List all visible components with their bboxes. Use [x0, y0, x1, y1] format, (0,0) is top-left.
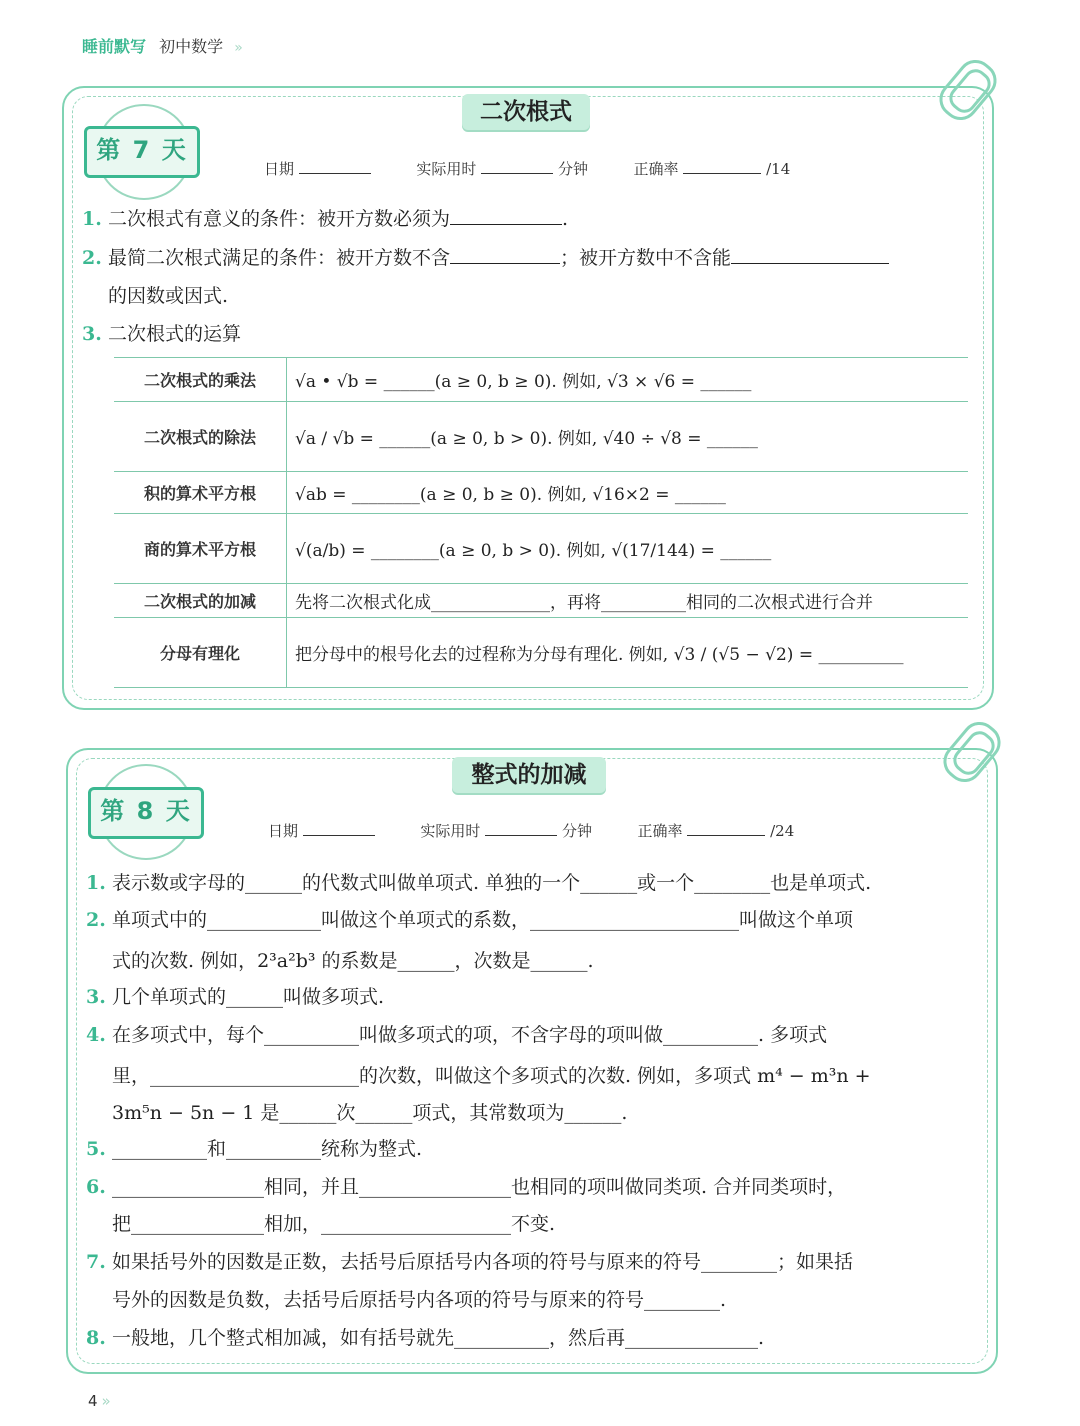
page-footer — [88, 1392, 111, 1410]
table-row: 二次根式的乘法 √a • √b = ______(a ≥ 0, b ≥ 0). 例如, √3 × √6 = ______ — [114, 358, 968, 402]
accuracy-total: /14 — [766, 160, 791, 178]
answer-blank[interactable] — [731, 244, 889, 264]
day8-meta — [268, 820, 794, 841]
minute-label: 分钟 — [557, 160, 588, 178]
accuracy-total: /24 — [770, 822, 795, 840]
accuracy-field[interactable] — [683, 173, 761, 174]
day8-line: 把______________相加，____________________不变. — [112, 1213, 556, 1235]
minute-label: 分钟 — [561, 822, 592, 840]
table-row: 积的算术平方根 √ab = ________(a ≥ 0, b ≥ 0). 例如, √16×2 = ______ — [114, 472, 968, 514]
day8-line: 5. __________和__________统称为整式. — [86, 1138, 423, 1160]
series-brand: 睡前默写 — [82, 37, 147, 56]
page-header — [82, 34, 243, 57]
day8-line: 式的次数. 例如，2³a²b³ 的系数是______，次数是______. — [112, 950, 594, 972]
subject-label: 初中数学 — [159, 37, 224, 56]
date-label: 日期 — [264, 160, 295, 178]
day8-line: 6. ________________相同，并且________________也相同的项叫做同类项. 合并同类项时， — [86, 1176, 847, 1198]
day8-line: 8. 一般地，几个整式相加减，如有括号就先__________，然后再______________. — [86, 1327, 765, 1349]
day8-line: 7. 如果括号外的因数是正数，去括号后原括号内各项的符号与原来的符号________；如果括 — [86, 1251, 854, 1273]
table-row: 分母有理化 把分母中的根号化去的过程称为分母有理化. 例如, √3 / (√5 − √2) = __________ — [114, 618, 968, 688]
time-field[interactable] — [481, 173, 553, 174]
table-row: 商的算术平方根 √(a/b) = ________(a ≥ 0, b > 0). 例如, √(17/144) = ______ — [114, 514, 968, 584]
table-row: 二次根式的除法 √a / √b = ______(a ≥ 0, b > 0). 例如, √40 ÷ √8 = ______ — [114, 402, 968, 472]
date-label: 日期 — [268, 822, 299, 840]
day7-badge: 第 7 天 — [84, 126, 200, 178]
day8-badge: 第 8 天 — [88, 787, 204, 839]
accuracy-field[interactable] — [687, 835, 765, 836]
time-label: 实际用时 — [420, 822, 481, 840]
chevron-icon: » — [234, 40, 243, 56]
day8-line: 2. 单项式中的____________叫做这个单项式的系数，______________________叫做这个单项 — [86, 909, 854, 931]
time-label: 实际用时 — [416, 160, 477, 178]
day8-line: 4. 在多项式中，每个__________叫做多项式的项，不含字母的项叫做__________. 多项式 — [86, 1024, 828, 1046]
radical-operations-table — [114, 357, 968, 688]
day8-line: 号外的因数是负数，去括号后原括号内各项的符号与原来的符号________. — [112, 1289, 727, 1311]
day8-line: 1. 表示数或字母的______的代数式叫做单项式. 单独的一个______或一个________也是单项式. — [86, 872, 872, 894]
date-field[interactable] — [299, 173, 371, 174]
day8-line: 3m⁵n − 5n − 1 是______次______项式，其常数项为______. — [112, 1102, 628, 1124]
accuracy-label: 正确率 — [633, 160, 679, 178]
time-field[interactable] — [485, 835, 557, 836]
answer-blank[interactable] — [450, 205, 562, 225]
day7-meta — [264, 158, 790, 179]
day8-title: 整式的加减 — [452, 757, 606, 793]
date-field[interactable] — [303, 835, 375, 836]
table-row: 二次根式的加减 先将二次根式化成______________，再将__________相同的二次根式进行合并 — [114, 584, 968, 618]
day8-line: 3. 几个单项式的______叫做多项式. — [86, 986, 385, 1008]
day7-q1: 1. 二次根式有意义的条件：被开方数必须为 . — [82, 204, 568, 231]
day7-q2-cont: 的因数或因式. — [108, 285, 229, 307]
day7-q3: 3. 二次根式的运算 — [82, 323, 242, 345]
answer-blank[interactable] — [450, 244, 560, 264]
chevron-icon: » — [101, 1392, 111, 1410]
day7-q2: 2. 最简二次根式满足的条件：被开方数不含 ；被开方数中不含能 — [82, 243, 889, 270]
accuracy-label: 正确率 — [637, 822, 683, 840]
page-number: 4 — [88, 1392, 98, 1410]
day8-line: 里，______________________的次数，叫做这个多项式的次数. 例如，多项式 m⁴ − m³n + — [112, 1065, 871, 1087]
day7-title: 二次根式 — [462, 94, 590, 130]
